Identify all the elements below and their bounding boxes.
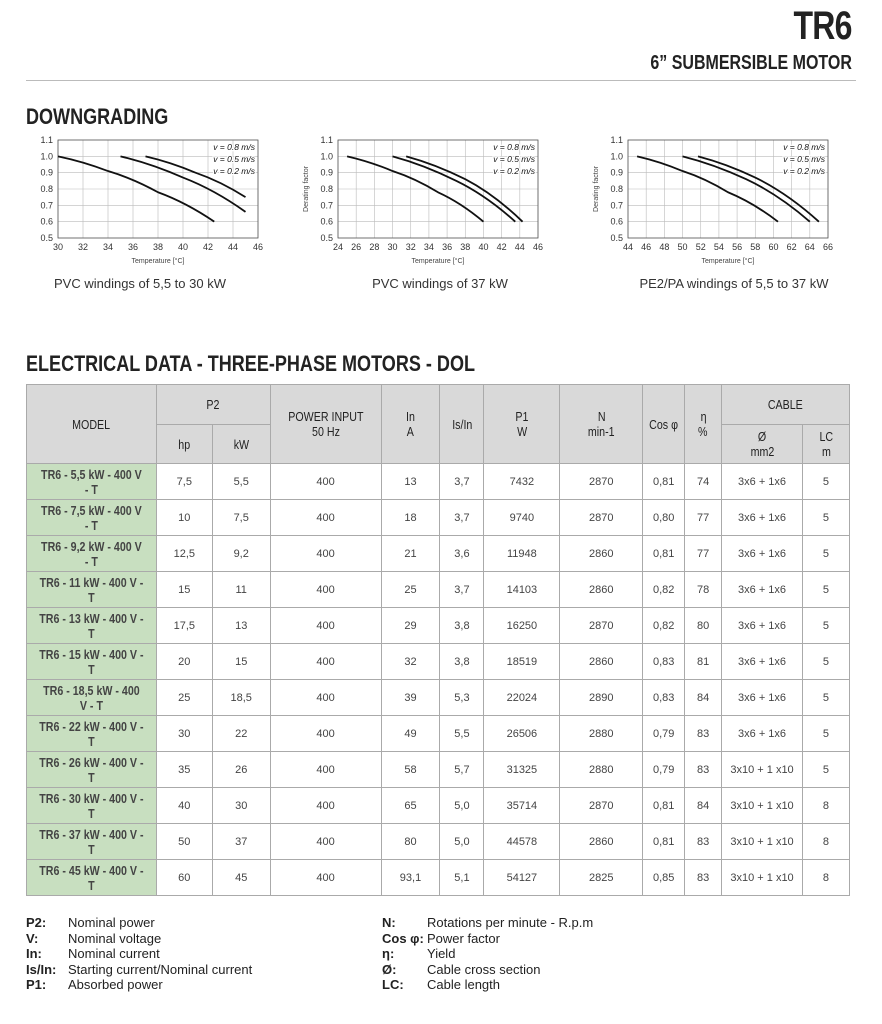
x-tick-label: 32 <box>77 242 89 252</box>
value-cell: 5,1 <box>440 860 484 896</box>
legend-item <box>26 931 252 947</box>
y-tick-label: 1.0 <box>320 151 333 162</box>
value-cell: 65 <box>381 788 440 824</box>
table-row <box>27 860 850 896</box>
model-cell: TR6 - 11 kW - 400 V - T <box>27 572 157 608</box>
value-cell: 8 <box>802 788 849 824</box>
x-tick-label: 30 <box>387 242 398 252</box>
derating-chart-3 <box>590 128 850 274</box>
series-label: v = 0.2 m/s <box>493 166 535 176</box>
brand-title: TR6 <box>793 4 852 48</box>
value-cell: 20 <box>156 644 212 680</box>
legend-item <box>382 977 593 993</box>
value-cell: 29 <box>381 608 440 644</box>
header-model: MODEL <box>27 385 157 464</box>
legend-key: N: <box>382 915 396 930</box>
table-row <box>27 500 850 536</box>
x-tick-label: 34 <box>102 242 114 252</box>
series-label: v = 0.8 m/s <box>213 142 255 152</box>
value-cell: 3x6 + 1x6 <box>722 644 803 680</box>
value-cell: 74 <box>685 464 722 500</box>
x-axis-label: Temperature [°C] <box>131 258 185 265</box>
x-tick-label: 46 <box>532 242 544 252</box>
x-tick-label: 28 <box>369 242 380 252</box>
value-cell: 17,5 <box>156 608 212 644</box>
value-cell: 32 <box>381 644 440 680</box>
table-row <box>27 464 850 500</box>
x-tick-label: 38 <box>460 242 471 252</box>
chart-caption: PE2/PA windings of 5,5 to 37 kW <box>639 276 829 291</box>
legend-key: P2: <box>26 915 47 930</box>
value-cell: 5,7 <box>440 752 484 788</box>
value-cell: 13 <box>212 608 270 644</box>
legend-item <box>382 931 593 947</box>
value-cell: 3x6 + 1x6 <box>722 536 803 572</box>
legend-desc: Cable cross section <box>427 961 541 977</box>
value-cell: 3,8 <box>440 644 484 680</box>
table-row <box>27 824 850 860</box>
header-eta: η % <box>685 385 722 464</box>
legend-key: P1: <box>26 977 47 992</box>
chart-caption: PVC windings of 5,5 to 30 kW <box>54 276 226 291</box>
value-cell: 3x10 + 1 x10 <box>722 752 803 788</box>
x-tick-label: 50 <box>677 242 688 252</box>
value-cell: 16250 <box>484 608 560 644</box>
series-label: v = 0.5 m/s <box>493 154 535 164</box>
model-cell: TR6 - 15 kW - 400 V - T <box>27 644 157 680</box>
value-cell: 10 <box>156 500 212 536</box>
value-cell: 3x6 + 1x6 <box>722 716 803 752</box>
legend-item <box>382 915 593 931</box>
model-cell: TR6 - 26 kW - 400 V - T <box>27 752 157 788</box>
value-cell: 21 <box>381 536 440 572</box>
value-cell: 13 <box>381 464 440 500</box>
value-cell: 400 <box>270 716 381 752</box>
value-cell: 2890 <box>560 680 643 716</box>
y-tick-label: 0.7 <box>320 200 333 211</box>
header-cos: Cos φ <box>643 385 685 464</box>
series-label: v = 0.2 m/s <box>213 166 255 176</box>
value-cell: 80 <box>685 608 722 644</box>
value-cell: 26506 <box>484 716 560 752</box>
value-cell: 2880 <box>560 752 643 788</box>
value-cell: 8 <box>802 860 849 896</box>
value-cell: 5 <box>802 500 849 536</box>
value-cell: 11948 <box>484 536 560 572</box>
value-cell: 84 <box>685 788 722 824</box>
value-cell: 25 <box>381 572 440 608</box>
value-cell: 5,5 <box>212 464 270 500</box>
header-hp: hp <box>156 425 212 464</box>
y-tick-label: 0.9 <box>40 167 53 178</box>
value-cell: 49 <box>381 716 440 752</box>
x-tick-label: 58 <box>750 242 761 252</box>
legend-item <box>26 977 252 993</box>
table-row <box>27 752 850 788</box>
value-cell: 400 <box>270 680 381 716</box>
value-cell: 3,7 <box>440 500 484 536</box>
header-cable-section: Ø mm2 <box>722 425 803 464</box>
value-cell: 5 <box>802 752 849 788</box>
model-cell: TR6 - 22 kW - 400 V - T <box>27 716 157 752</box>
value-cell: 18 <box>381 500 440 536</box>
y-tick-label: 0.5 <box>610 233 623 243</box>
value-cell: 7432 <box>484 464 560 500</box>
value-cell: 400 <box>270 824 381 860</box>
model-cell: TR6 - 7,5 kW - 400 V - T <box>27 500 157 536</box>
value-cell: 3x6 + 1x6 <box>722 608 803 644</box>
y-tick-label: 0.5 <box>320 233 333 243</box>
x-tick-label: 30 <box>52 242 64 252</box>
value-cell: 83 <box>685 752 722 788</box>
value-cell: 26 <box>212 752 270 788</box>
value-cell: 2860 <box>560 572 643 608</box>
legend-desc: Absorbed power <box>68 977 163 992</box>
value-cell: 15 <box>212 644 270 680</box>
value-cell: 2880 <box>560 716 643 752</box>
value-cell: 2860 <box>560 536 643 572</box>
value-cell: 12,5 <box>156 536 212 572</box>
series-label: v = 0.5 m/s <box>783 154 825 164</box>
value-cell: 22 <box>212 716 270 752</box>
value-cell: 39 <box>381 680 440 716</box>
x-tick-label: 32 <box>405 242 416 252</box>
x-tick-label: 54 <box>713 242 724 252</box>
value-cell: 5 <box>802 716 849 752</box>
value-cell: 83 <box>685 716 722 752</box>
legend-key: Ø: <box>382 961 397 977</box>
legend-key: In: <box>26 946 42 961</box>
value-cell: 3,7 <box>440 572 484 608</box>
value-cell: 30 <box>212 788 270 824</box>
x-tick-label: 42 <box>496 242 507 252</box>
y-tick-label: 0.9 <box>320 167 333 178</box>
y-tick-label: 0.9 <box>610 167 623 178</box>
value-cell: 5 <box>802 572 849 608</box>
x-axis-label: Temperature [°C] <box>411 258 465 265</box>
x-tick-label: 24 <box>332 242 344 252</box>
x-tick-label: 34 <box>423 242 434 252</box>
value-cell: 18,5 <box>212 680 270 716</box>
value-cell: 45 <box>212 860 270 896</box>
product-subtitle: 6” SUBMERSIBLE MOTOR <box>650 52 852 74</box>
model-cell: TR6 - 30 kW - 400 V - T <box>27 788 157 824</box>
x-tick-label: 66 <box>822 242 834 252</box>
value-cell: 0,81 <box>643 788 685 824</box>
value-cell: 0,79 <box>643 752 685 788</box>
model-cell: TR6 - 37 kW - 400 V - T <box>27 824 157 860</box>
legend-desc: Cable length <box>427 977 500 992</box>
chart-caption: PVC windings of 37 kW <box>372 276 508 291</box>
value-cell: 44578 <box>484 824 560 860</box>
y-tick-label: 1.1 <box>40 135 53 145</box>
value-cell: 3,6 <box>440 536 484 572</box>
value-cell: 84 <box>685 680 722 716</box>
value-cell: 37 <box>212 824 270 860</box>
table-row <box>27 644 850 680</box>
value-cell: 0,82 <box>643 572 685 608</box>
value-cell: 9740 <box>484 500 560 536</box>
x-tick-label: 44 <box>622 242 634 252</box>
legend-item <box>382 962 593 978</box>
header-is-in: Is/In <box>440 385 484 464</box>
value-cell: 400 <box>270 572 381 608</box>
value-cell: 400 <box>270 860 381 896</box>
legend-key: Cos φ: <box>382 930 424 946</box>
value-cell: 54127 <box>484 860 560 896</box>
x-tick-label: 44 <box>227 242 239 252</box>
header-cable-length: LC m <box>802 425 849 464</box>
legend-right <box>382 915 593 993</box>
value-cell: 58 <box>381 752 440 788</box>
x-tick-label: 42 <box>202 242 214 252</box>
derating-chart-1 <box>20 128 280 274</box>
value-cell: 400 <box>270 536 381 572</box>
value-cell: 35714 <box>484 788 560 824</box>
legend-item <box>26 962 252 978</box>
y-tick-label: 0.5 <box>40 233 53 243</box>
value-cell: 5 <box>802 680 849 716</box>
value-cell: 5 <box>802 464 849 500</box>
x-tick-label: 52 <box>695 242 706 252</box>
value-cell: 22024 <box>484 680 560 716</box>
value-cell: 5 <box>802 536 849 572</box>
value-cell: 7,5 <box>156 464 212 500</box>
legend-key: η: <box>382 946 395 961</box>
value-cell: 0,79 <box>643 716 685 752</box>
value-cell: 2860 <box>560 644 643 680</box>
value-cell: 2825 <box>560 860 643 896</box>
y-tick-label: 0.8 <box>610 184 623 194</box>
value-cell: 81 <box>685 644 722 680</box>
x-tick-label: 40 <box>177 242 189 252</box>
value-cell: 7,5 <box>212 500 270 536</box>
x-tick-label: 40 <box>478 242 489 252</box>
value-cell: 9,2 <box>212 536 270 572</box>
y-tick-label: 0.6 <box>610 216 623 227</box>
y-tick-label: 0.8 <box>320 184 333 194</box>
table-row <box>27 716 850 752</box>
x-tick-label: 46 <box>641 242 652 252</box>
value-cell: 31325 <box>484 752 560 788</box>
value-cell: 400 <box>270 608 381 644</box>
y-tick-label: 0.6 <box>40 216 53 227</box>
value-cell: 0,85 <box>643 860 685 896</box>
derating-chart-2 <box>300 128 560 274</box>
value-cell: 83 <box>685 824 722 860</box>
legend-item <box>26 946 252 962</box>
value-cell: 40 <box>156 788 212 824</box>
table-row <box>27 608 850 644</box>
header-p2: P2 <box>156 385 270 425</box>
value-cell: 14103 <box>484 572 560 608</box>
x-tick-label: 26 <box>351 242 362 252</box>
legend-key: Is/In: <box>26 961 57 977</box>
value-cell: 25 <box>156 680 212 716</box>
value-cell: 83 <box>685 860 722 896</box>
value-cell: 3,8 <box>440 608 484 644</box>
x-tick-label: 36 <box>127 242 139 252</box>
series-label: v = 0.8 m/s <box>493 142 535 152</box>
y-tick-label: 1.0 <box>610 151 623 162</box>
series-label: v = 0.5 m/s <box>213 154 255 164</box>
value-cell: 93,1 <box>381 860 440 896</box>
value-cell: 2870 <box>560 788 643 824</box>
y-tick-label: 0.6 <box>320 216 333 227</box>
value-cell: 8 <box>802 824 849 860</box>
legend-item <box>382 946 593 962</box>
table-row <box>27 536 850 572</box>
y-tick-label: 0.7 <box>40 200 53 211</box>
y-axis-label: Derating factor <box>593 166 600 212</box>
x-tick-label: 62 <box>786 242 797 252</box>
x-tick-label: 64 <box>804 242 815 252</box>
electrical-title: ELECTRICAL DATA - THREE-PHASE MOTORS - DOL <box>26 351 476 376</box>
value-cell: 0,81 <box>643 824 685 860</box>
value-cell: 2870 <box>560 500 643 536</box>
value-cell: 5 <box>802 644 849 680</box>
value-cell: 3x6 + 1x6 <box>722 464 803 500</box>
legend-item <box>26 915 252 931</box>
table-row <box>27 680 850 716</box>
value-cell: 5,5 <box>440 716 484 752</box>
legend-desc: Nominal power <box>68 915 155 930</box>
x-tick-label: 60 <box>768 242 779 252</box>
x-tick-label: 38 <box>152 242 164 252</box>
value-cell: 3,7 <box>440 464 484 500</box>
value-cell: 400 <box>270 500 381 536</box>
y-tick-label: 1.1 <box>320 135 333 145</box>
value-cell: 0,82 <box>643 608 685 644</box>
model-cell: TR6 - 18,5 kW - 400 V - T <box>27 680 157 716</box>
model-cell: TR6 - 45 kW - 400 V - T <box>27 860 157 896</box>
value-cell: 400 <box>270 644 381 680</box>
legend-desc: Starting current/Nominal current <box>68 961 253 977</box>
value-cell: 60 <box>156 860 212 896</box>
value-cell: 3x6 + 1x6 <box>722 680 803 716</box>
model-cell: TR6 - 9,2 kW - 400 V - T <box>27 536 157 572</box>
value-cell: 5 <box>802 608 849 644</box>
value-cell: 3x6 + 1x6 <box>722 572 803 608</box>
x-tick-label: 56 <box>732 242 743 252</box>
model-cell: TR6 - 13 kW - 400 V - T <box>27 608 157 644</box>
value-cell: 0,83 <box>643 680 685 716</box>
value-cell: 5,3 <box>440 680 484 716</box>
value-cell: 80 <box>381 824 440 860</box>
y-tick-label: 1.1 <box>610 135 623 145</box>
legend-desc: Nominal current <box>68 946 160 961</box>
divider <box>26 80 856 81</box>
legend-desc: Nominal voltage <box>68 930 162 946</box>
header-power-input: POWER INPUT 50 Hz <box>270 385 381 464</box>
legend-desc: Power factor <box>427 930 500 946</box>
header-cable: CABLE <box>722 385 850 425</box>
legend-key: LC: <box>382 977 404 992</box>
x-tick-label: 46 <box>252 242 264 252</box>
value-cell: 78 <box>685 572 722 608</box>
x-tick-label: 36 <box>442 242 453 252</box>
value-cell: 2860 <box>560 824 643 860</box>
value-cell: 0,81 <box>643 536 685 572</box>
value-cell: 2870 <box>560 464 643 500</box>
value-cell: 3x10 + 1 x10 <box>722 860 803 896</box>
series-label: v = 0.8 m/s <box>783 142 825 152</box>
y-tick-label: 0.8 <box>40 184 53 194</box>
value-cell: 3x6 + 1x6 <box>722 500 803 536</box>
downgrading-title: DOWNGRADING <box>26 104 169 129</box>
x-tick-label: 48 <box>659 242 670 252</box>
table-row <box>27 572 850 608</box>
y-axis-label: Derating factor <box>303 166 310 212</box>
electrical-data-table <box>26 384 850 896</box>
legend-key: V: <box>26 930 39 946</box>
x-axis-label: Temperature [°C] <box>701 258 755 265</box>
value-cell: 0,83 <box>643 644 685 680</box>
value-cell: 3x10 + 1 x10 <box>722 788 803 824</box>
value-cell: 0,80 <box>643 500 685 536</box>
header-kw: kW <box>212 425 270 464</box>
value-cell: 77 <box>685 536 722 572</box>
value-cell: 18519 <box>484 644 560 680</box>
value-cell: 0,81 <box>643 464 685 500</box>
table-row <box>27 788 850 824</box>
series-label: v = 0.2 m/s <box>783 166 825 176</box>
y-tick-label: 1.0 <box>40 151 53 162</box>
value-cell: 5,0 <box>440 824 484 860</box>
value-cell: 77 <box>685 500 722 536</box>
value-cell: 400 <box>270 464 381 500</box>
legend-left <box>26 915 252 993</box>
value-cell: 11 <box>212 572 270 608</box>
y-tick-label: 0.7 <box>610 200 623 211</box>
x-tick-label: 44 <box>514 242 525 252</box>
value-cell: 15 <box>156 572 212 608</box>
header-in: In A <box>381 385 440 464</box>
legend-desc: Yield <box>427 946 456 961</box>
model-cell: TR6 - 5,5 kW - 400 V - T <box>27 464 157 500</box>
value-cell: 400 <box>270 752 381 788</box>
value-cell: 5,0 <box>440 788 484 824</box>
value-cell: 400 <box>270 788 381 824</box>
value-cell: 35 <box>156 752 212 788</box>
legend-desc: Rotations per minute - R.p.m <box>427 915 594 930</box>
value-cell: 30 <box>156 716 212 752</box>
value-cell: 3x10 + 1 x10 <box>722 824 803 860</box>
value-cell: 2870 <box>560 608 643 644</box>
header-n: N min-1 <box>560 385 643 464</box>
value-cell: 50 <box>156 824 212 860</box>
header-p1: P1 W <box>484 385 560 464</box>
